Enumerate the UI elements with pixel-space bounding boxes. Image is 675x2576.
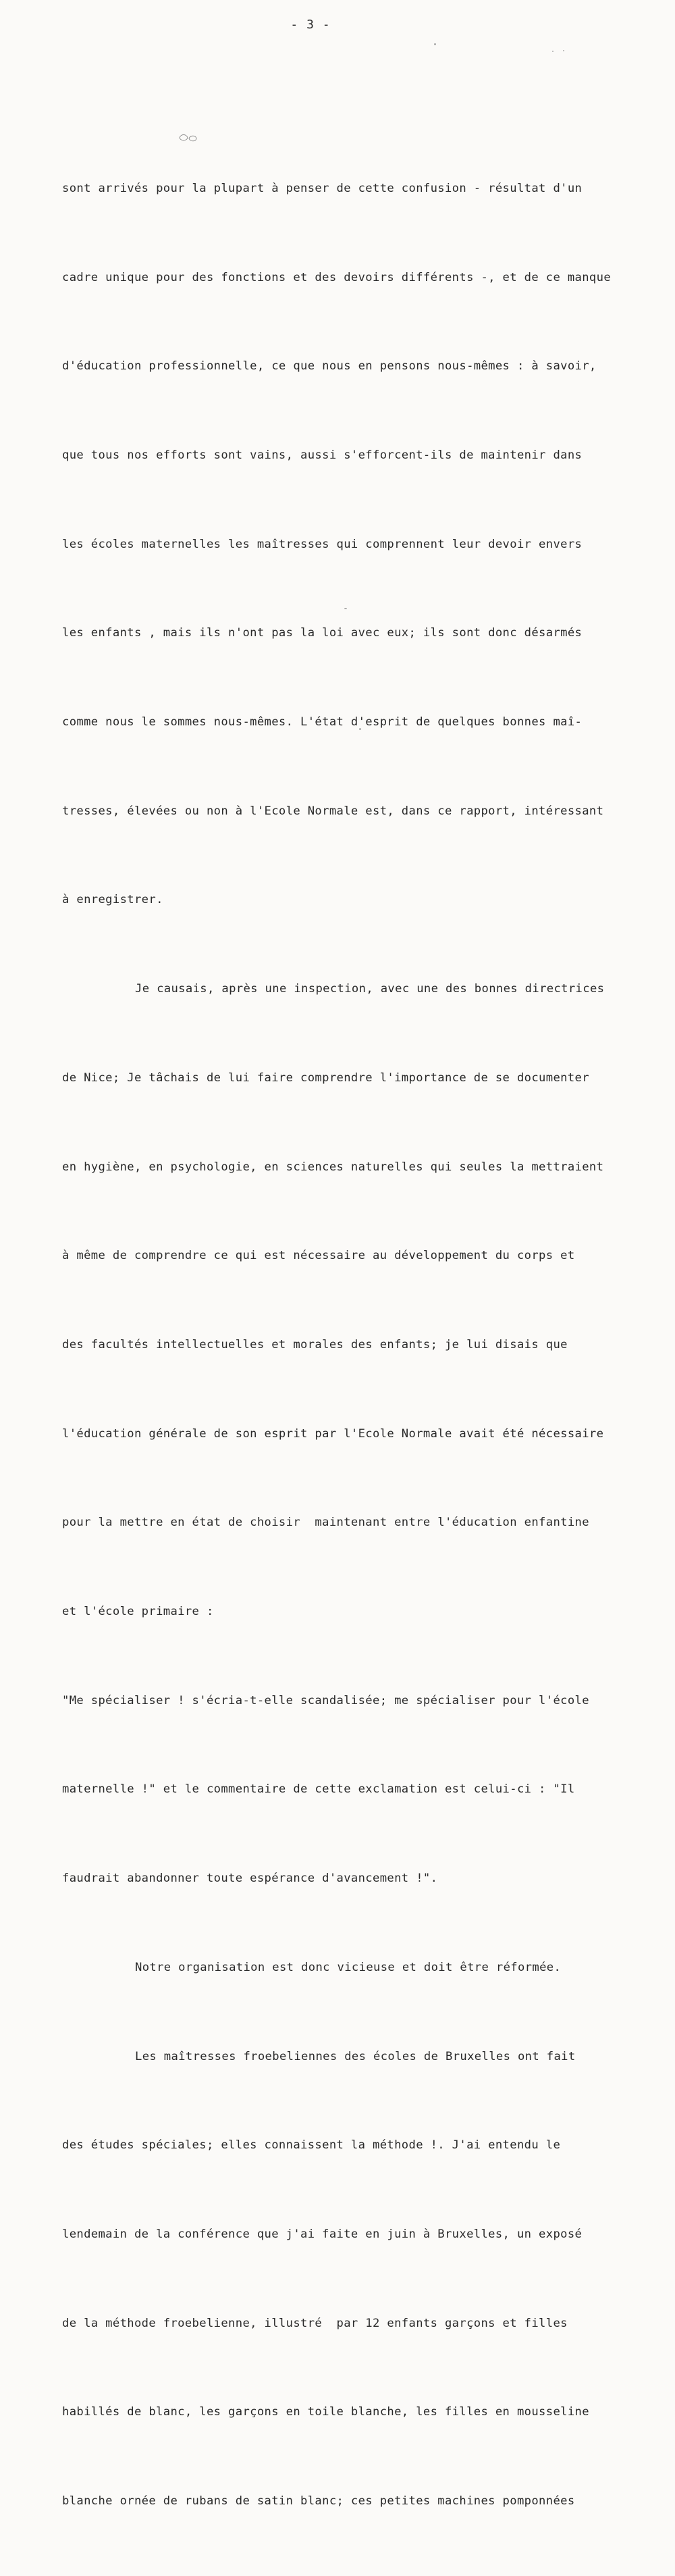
text-line: habillés de blanc, les garçons en toile blanche, les filles en mousseline [62,2405,589,2419]
text-line: de la méthode froebelienne, illustré par 12 enfants garçons et filles [62,2316,568,2330]
text-line: sont arrivés pour la plupart à penser de cette confusion - résultat d'un [62,181,583,195]
text-line: que tous nos efforts sont vains, aussi s'efforcent-ils de maintenir dans [62,448,583,462]
text-line: des études spéciales; elles connaissent la méthode !. J'ai entendu le [62,2138,561,2153]
text-line: comme nous le sommes nous-mêmes. L'état d'esprit de quelques bonnes maî- [62,715,583,729]
scan-speck [563,50,564,51]
text-line: de Nice; Je tâchais de lui faire comprendre l'importance de se documenter [62,1071,589,1085]
text-line: cadre unique pour des fonctions et des devoirs différents -, et de ce manque [62,270,612,284]
paragraph-start-line: Les maîtresses froebeliennes des écoles de Bruxelles ont fait [135,2049,576,2063]
text-line: faudrait abandonner toute espérance d'avancement !". [62,1872,438,1886]
text-line: à enregistrer. [62,893,163,907]
paragraph-start-line: Je causais, après une inspection, avec une des bonnes directrices [135,982,605,996]
scan-speck [434,43,436,45]
paragraph-start-line: Notre organisation est donc vicieuse et doit être réformée. [135,1960,562,1974]
text-line: blanche ornée de rubans de satin blanc; ces petites machines pomponnées [62,2494,575,2508]
text-line: maternelle !" et le commentaire de cette exclamation est celui-ci : "Il [62,1782,575,1797]
text-line: à même de comprendre ce qui est nécessaire au développement du corps et [62,1249,575,1263]
text-line: pour la mettre en état de choisir maintenant entre l'éducation enfantine [62,1516,589,1530]
text-line: d'éducation professionnelle, ce que nous en pensons nous-mêmes : à savoir, [62,359,597,373]
text-line: les enfants , mais ils n'ont pas la loi avec eux; ils sont donc désarmés [62,626,583,640]
text-line: et l'école primaire : [62,1605,214,1619]
text-line: "Me spécialiser ! s'écria-t-elle scandalisée; me spécialiser pour l'école [62,1693,589,1707]
text-line: l'éducation générale de son esprit par l'Ecole Normale avait été nécessaire [62,1426,604,1441]
text-line: lendemain de la conférence que j'ai faite en juin à Bruxelles, un exposé [62,2227,583,2241]
text-line: en hygiène, en psychologie, en sciences naturelles qui seules la mettraient [62,1160,604,1174]
document-body [62,115,643,2576]
scan-speck [552,51,554,52]
page-number: - 3 - [290,18,331,32]
text-line: des facultés intellectuelles et morales des enfants; je lui disais que [62,1337,568,1351]
text-line: les écoles maternelles les maîtresses qui comprennent leur devoir envers [62,537,583,551]
text-line: tresses, élevées ou non à l'Ecole Normale est, dans ce rapport, intéressant [62,804,604,818]
